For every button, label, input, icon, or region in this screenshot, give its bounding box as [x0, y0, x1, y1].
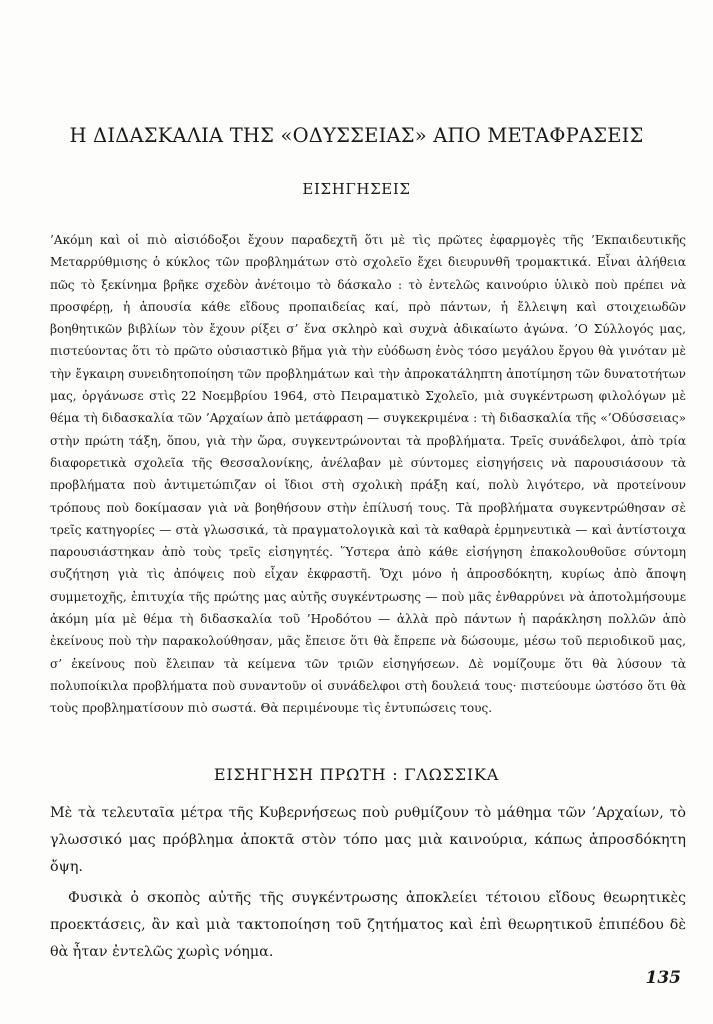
- page-title: Η ΔΙΔΑΣΚΑΛΙΑ ΤΗΣ «ΟΔΥΣΣΕΙΑΣ» ΑΠΟ ΜΕΤΑΦΡΑΣΕΙΣ: [69, 124, 644, 147]
- section-paragraph-2: Φυσικὰ ὁ σκοπὸς αὐτῆς τῆς συγκέντρωσης ἀποκλείει τέτοιου εἴδους θεωρητικὲς προεκτάσεις, ἂν καὶ μιὰ τακτοποίηση τοῦ ζητήματος καὶ ἐπὶ θεωρητικοῦ ἐπιπέδου δὲ θὰ ἦταν ἐντελῶς χωρὶς νόημα.: [50, 890, 686, 960]
- intro-paragraph: ’Ακόμη καὶ οἱ πιὸ αἰσιόδοξοι ἔχουν παραδεχτῆ ὅτι μὲ τὶς πρῶτες ἐφαρμογὲς τῆς ’Εκπαιδευτικῆς Μεταρρύθμισης ὁ κύκλος τῶν προβλημάτων στὸ σχολεῖο ἔχει διευρυνθῆ τρομακτικά. Εἶναι ἀλήθεια πῶς τὸ ξεκίνημα βρῆκε σχεδὸν ἀνέτοιμο τὸ δάσκαλο : τὸ ἐντελῶς καινούριο ὑλικὸ ποὺ πρέπει νὰ προσφέρῃ, ἡ ἀπουσία κάθε εἴδους προπαιδείας καί, πρὸ πάντων, ἡ ἔλλειψη καὶ στοιχειωδῶν βοηθητικῶν βιβλίων τὸν ἔχουν ρίξει σ’ ἕνα σκληρὸ καὶ συχνὰ ἀδικαίωτο ἀγώνα. ’Ο Σύλλογός μας, πιστεύοντας ὅτι τὸ πρῶτο οὐσιαστικὸ βῆμα γιὰ τὴν εὐόδωση ἑνὸς τόσο μεγάλου ἔργου θὰ γινόταν μὲ τὴν ἔγκαιρη συνειδητοποίηση τῶν προβλημάτων καὶ τὴν ἀπροκατάληπτη ἀποτίμηση τῶν δυνατοτήτων μας, ὀργάνωσε στὶς 22 Νοεμβρίου 1964, στὸ Πειραματικὸ Σχολεῖο, μιὰ συγκέντρωση φιλολόγων μὲ θέμα τὴ διδασκαλία τῶν ’Αρχαίων ἀπὸ μετάφραση — συγκεκριμένα : τὴ διδασκαλία τῆς «’Οδύσσειας» στὴν πρώτη τάξη, ὅπου, γιὰ τὴν ὥρα, συγκεντρώνονται τὰ προβλήματα. Τρεῖς συνάδελφοι, ἀπὸ τρία διαφορετικὰ σχολεῖα τῆς Θεσσαλονίκης, ἀνέλαβαν μὲ σύντομες εἰσηγήσεις νὰ παρουσιάσουν τὰ προβλήματα ποὺ ἀντιμετώπιζαν οἱ ἴδιοι στὴ σχολικὴ πράξη καί, πολὺ λιγότερο, νὰ προτείνουν τρόπους ποὺ δοκίμασαν γιὰ νὰ βοηθήσουν στὴν ἐπίλυσή τους. Τὰ προβλήματα συγκεντρώθησαν σὲ τρεῖς κατηγορίες — στὰ γλωσσικά, τὰ πραγματολογικὰ καὶ τὰ καθαρὰ ἑρμηνευτικὰ — καὶ ἀντίστοιχα παρουσιάστηκαν ἀπὸ τοὺς τρεῖς εἰσηγητές. Ὕστερα ἀπὸ κάθε εἰσήγηση ἐπακολουθοῦσε σύντομη συζήτηση γιὰ τὶς ἀπόψεις ποὺ εἶχαν ἐκφραστῆ. Ὄχι μόνο ἡ ἀπροσδόκητη, κυρίως ἀπὸ ἄποψη συμμετοχῆς, ἐπιτυχία τῆς πρώτης μας αὐτῆς συγκέντρωσης — ποὺ μᾶς ἐνθαρρύνει νὰ ἀποτολμήσουμε ἀκόμη μία μὲ θέμα τὴ διδασκαλία τοῦ ’Ηροδότου — ἀλλὰ πρὸ πάντων ἡ παράκληση πολλῶν ἀπὸ ἐκείνους ποὺ τὴν παρακολούθησαν, μᾶς ἔπεισε ὅτι θὰ ἔπρεπε νὰ δώσουμε, μέσω τοῦ περιοδικοῦ μας, σ’ ἐκείνους ποὺ ἔλειπαν τὰ κείμενα τῶν τριῶν εἰσηγήσεων. Δὲ νομίζουμε ὅτι θὰ λύσουν τὰ πολυποίκιλα προβλήματα ποὺ συναντοῦν οἱ συνάδελφοι στὴ δουλειά τους· πιστεύουμε ὡστόσο ὅτι θὰ τοὺς προβληματίσουν πιὸ σωστά. Θὰ περιμένουμε τὶς ἐντυπώσεις τους.: [50, 233, 686, 716]
- page-subtitle: ΕΙΣΗΓΗΣΕΙΣ: [302, 180, 411, 198]
- section-heading: ΕΙΣΗΓΗΣΗ ΠΡΩΤΗ : ΓΛΩΣΣΙΚΑ: [213, 765, 500, 784]
- section-paragraph-1: Μὲ τὰ τελευταῖα μέτρα τῆς Κυβερνήσεως ποὺ ρυθμίζουν τὸ μάθημα τῶν ’Αρχαίων, τὸ γλωσσικό μας πρόβλημα ἀποκτᾶ στὸν τόπο μας μιὰ καινούρια, κάπως ἀπροσδόκητη ὄψη.: [50, 805, 686, 875]
- page-number: 135: [645, 968, 681, 988]
- intro-section: [50, 229, 686, 720]
- section-body: [50, 800, 686, 966]
